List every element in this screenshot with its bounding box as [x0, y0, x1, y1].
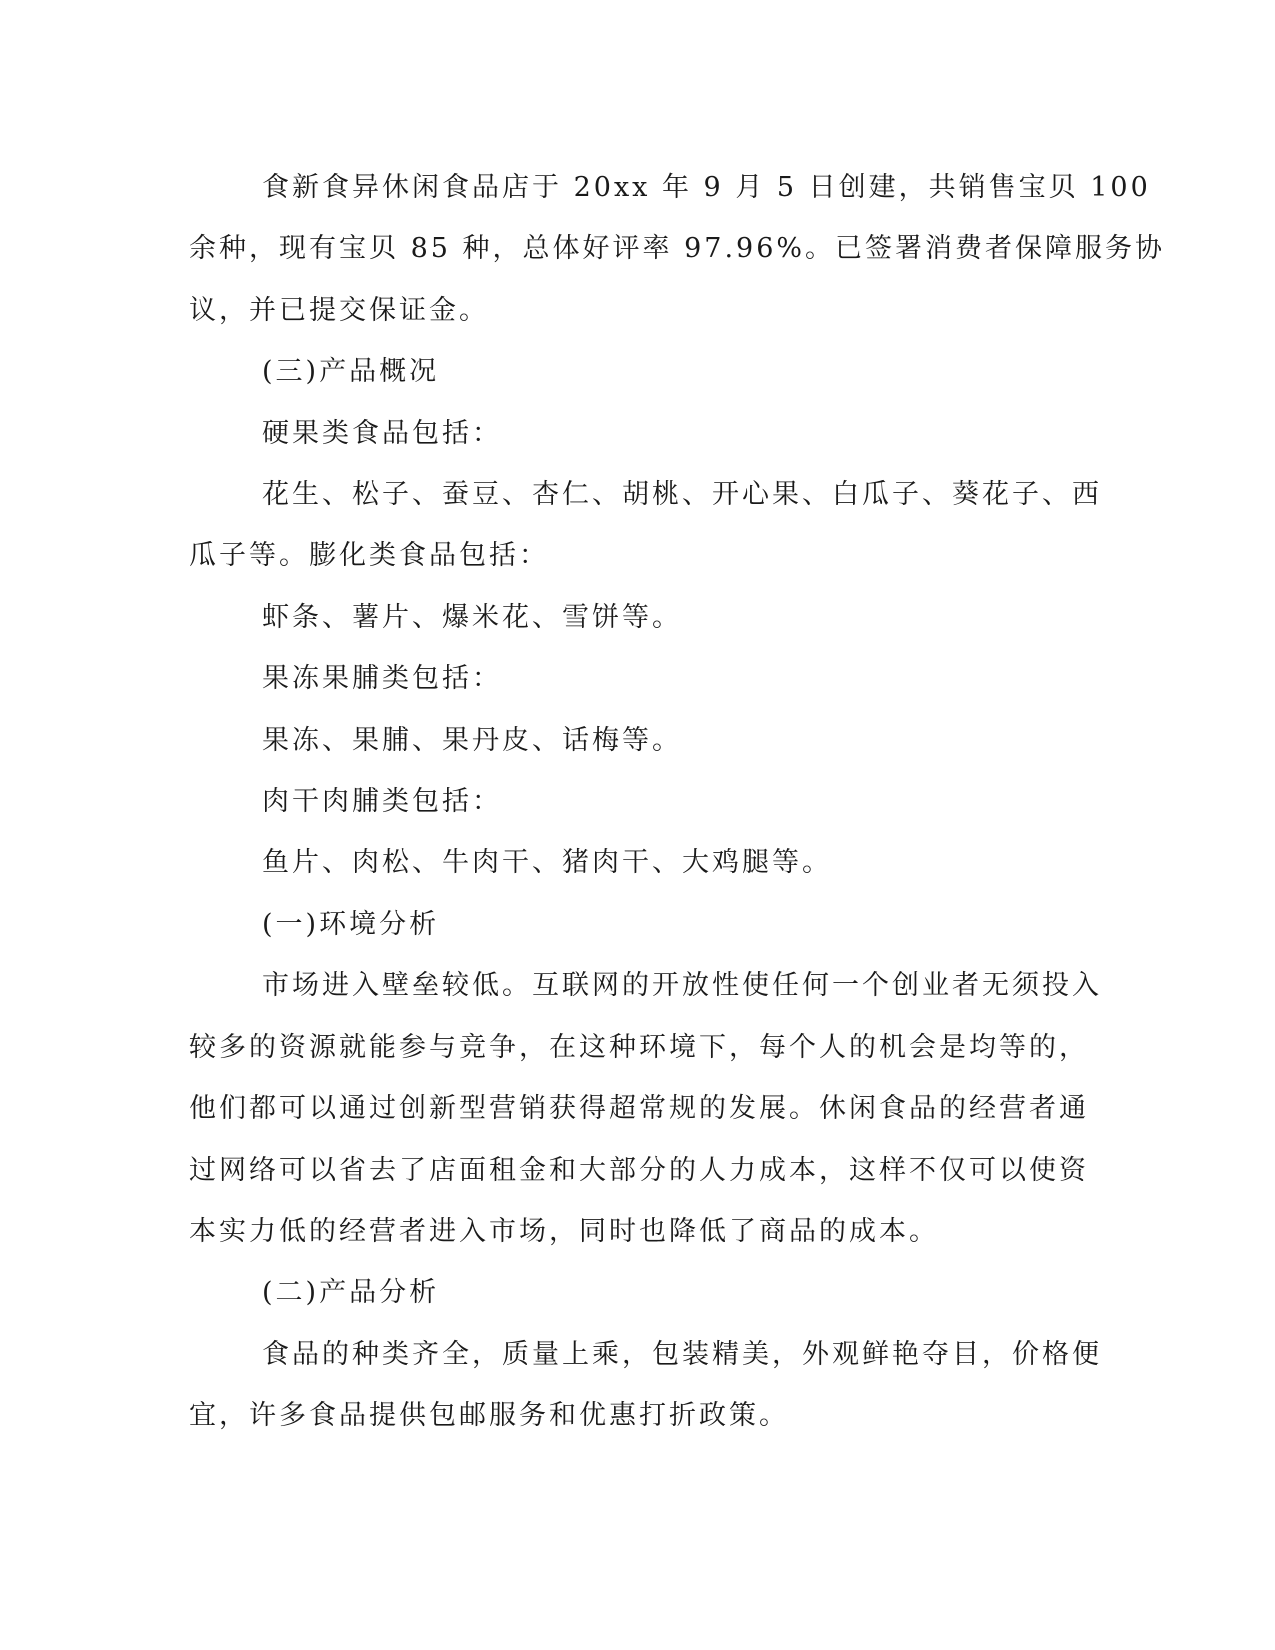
text-line: 果冻、果脯、果丹皮、话梅等。	[262, 724, 682, 756]
heading-environment	[189, 894, 1075, 955]
text-line: 鱼片、肉松、牛肉干、猪肉干、大鸡腿等。	[262, 847, 832, 879]
text-line: 余种，现有宝贝 85 种，总体好评率 97.96%。已签署消费者保障服务协	[189, 233, 1166, 265]
paragraph-puffed-list	[189, 587, 1075, 648]
text-line: 宜，许多食品提供包邮服务和优惠打折政策。	[189, 1400, 789, 1432]
heading-text: (一)环境分析	[262, 908, 440, 940]
paragraph-jerky-list	[189, 832, 1075, 893]
paragraph-nuts-heading	[189, 403, 1075, 464]
paragraph-jelly-heading	[189, 648, 1075, 709]
text-line: 食新食异休闲食品店于 20xx 年 9 月 5 日创建，共销售宝贝 100	[262, 172, 1151, 203]
text-line: 他们都可以通过创新型营销获得超常规的发展。休闲食品的经营者通	[189, 1093, 1089, 1125]
text-line: 果冻果脯类包括：	[262, 663, 502, 695]
text-line: 硬果类食品包括：	[262, 417, 502, 449]
paragraph-nuts-list	[189, 464, 1102, 587]
text-line: 瓜子等。膨化类食品包括：	[189, 540, 549, 572]
heading-text: (三)产品概况	[262, 356, 440, 388]
paragraph-environment-body	[189, 955, 1102, 1262]
text-line: 议，并已提交保证金。	[189, 294, 489, 326]
text-line: 市场进入壁垒较低。互联网的开放性使任何一个创业者无须投入	[262, 970, 1102, 1002]
text-line: 虾条、薯片、爆米花、雪饼等。	[262, 601, 682, 633]
heading-product-analysis	[189, 1262, 1075, 1323]
document-body	[189, 157, 1166, 1447]
text-line: 本实力低的经营者进入市场，同时也降低了商品的成本。	[189, 1215, 939, 1247]
paragraph-product-body	[189, 1324, 1102, 1447]
text-line: 过网络可以省去了店面租金和大部分的人力成本，这样不仅可以使资	[189, 1154, 1089, 1186]
text-line: 肉干肉脯类包括：	[262, 786, 502, 818]
text-line: 食品的种类齐全，质量上乘，包装精美，外观鲜艳夺目，价格便	[262, 1338, 1102, 1370]
heading-product-overview	[189, 341, 1075, 402]
text-line: 较多的资源就能参与竞争，在这种环境下，每个人的机会是均等的，	[189, 1031, 1089, 1063]
heading-text: (二)产品分析	[262, 1277, 440, 1309]
text-line: 花生、松子、蚕豆、杏仁、胡桃、开心果、白瓜子、葵花子、西	[262, 479, 1102, 511]
paragraph-intro	[189, 157, 1166, 341]
paragraph-jerky-heading	[189, 771, 1075, 832]
paragraph-jelly-list	[189, 710, 1075, 771]
